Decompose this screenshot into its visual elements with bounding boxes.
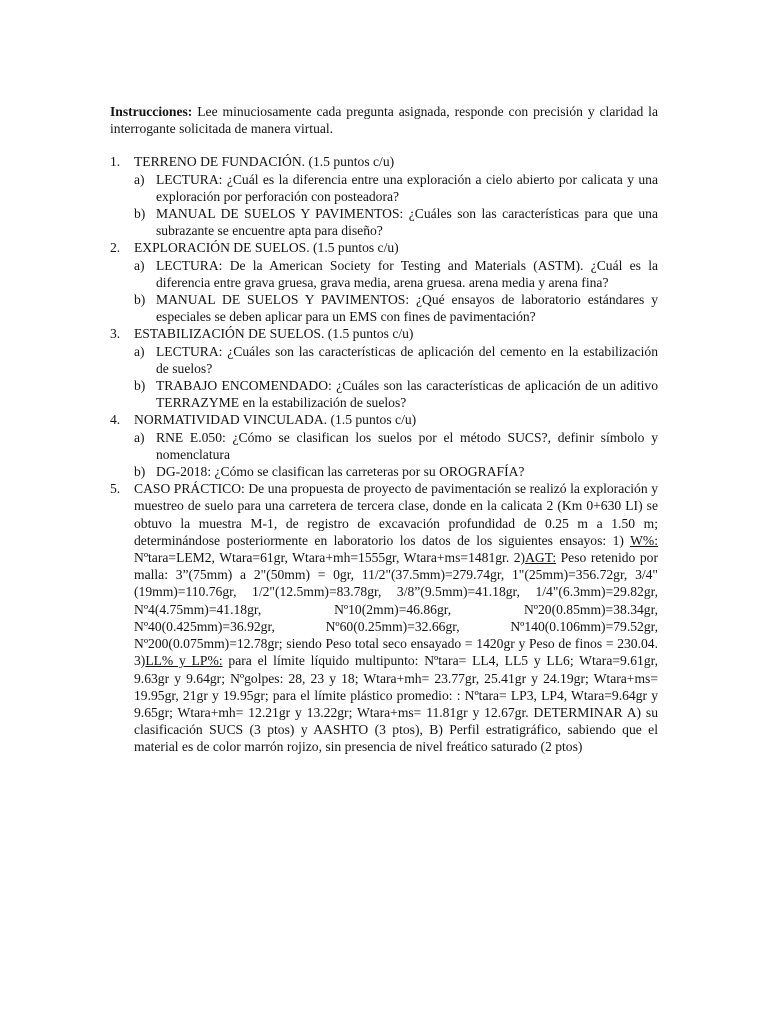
subquestion-text: MANUAL DE SUELOS Y PAVIMENTOS: ¿Cuáles son las características para que una subrazante se encuentre apta para diseño? bbox=[156, 206, 658, 239]
case-label-granulometry: AGT: bbox=[525, 550, 557, 566]
subquestion-2b bbox=[134, 291, 658, 325]
subquestion-letter: b) bbox=[134, 378, 146, 394]
section-3 bbox=[110, 325, 658, 411]
subquestion-list bbox=[134, 171, 658, 240]
section-number: 2. bbox=[110, 240, 121, 256]
section-4 bbox=[110, 411, 658, 480]
case-text-2: Nºtara=LEM2, Wtara=61gr, Wtara+mh=1555gr, Wtara+ms=1481gr. 2) bbox=[134, 550, 526, 566]
section-2 bbox=[110, 239, 658, 325]
case-text-1: CASO PRÁCTICO: De una propuesta de proyecto de pavimentación se realizó la exploración y muestreo de suelo para una carretera de tercera clase, donde en la calicata 2 (Km 0+630 LI) se obtuvo la muestra M-1, de registro de excavación profundidad de 0.25 m a 1.50 m; determinándose posteriormente en laboratorio los datos de los siguientes ensayos: 1) bbox=[134, 481, 658, 548]
section-title: TERRENO DE FUNDACIÓN. (1.5 puntos c/u) bbox=[134, 154, 395, 170]
case-label-moisture: W%: bbox=[630, 532, 658, 548]
section-title: ESTABILIZACIÓN DE SUELOS. (1.5 puntos c/u) bbox=[134, 326, 414, 342]
subquestion-2a bbox=[134, 257, 658, 291]
subquestion-letter: b) bbox=[134, 464, 146, 480]
subquestion-text: RNE E.050: ¿Cómo se clasifican los suelos por el método SUCS?, definir símbolo y nomenclatura bbox=[156, 429, 658, 462]
case-text-4: para el límite líquido multipunto: Nºtara= LL4, LL5 y LL6; Wtara=9.61gr, 9.63gr y 9.64gr; Nºgolpes: 28, 23 y 18; Wtara+mh= 23.77gr, 25.41gr y 24.19gr; Wtara+ms= 19.95gr, 21gr y 19.95gr; para el límite plástico promedio: : Nºtara= LP3, LP4, Wtara=9.64gr y 9.65gr; Wtara+mh= 12.21gr y 13.22gr; Wtara+ms= 11.81gr y 12.67gr. DETERMINAR A) su clasificación SUCS (3 ptos) y AASHTO (3 ptos), B) Perfil estratigráfico, sabiendo que el material es de color marrón rojizo, sin presencia de nivel freático saturado (2 ptos) bbox=[134, 653, 658, 755]
subquestion-letter: a) bbox=[134, 171, 145, 187]
subquestion-text: LECTURA: De la American Society for Testing and Materials (ASTM). ¿Cuál es la diferencia entre grava gruesa, grava media, arena gruesa. arena media y arena fina? bbox=[156, 257, 658, 290]
section-number: 4. bbox=[110, 412, 121, 428]
subquestion-letter: b) bbox=[134, 292, 146, 308]
section-number: 3. bbox=[110, 326, 121, 342]
subquestion-list bbox=[134, 257, 658, 326]
case-text-3: Peso retenido por malla: 3”(75mm) a 2"(50mm) = 0gr, 11/2"(37.5mm)=279.74gr, 1"(25mm)=356.72gr, 3/4"(19mm)=110.76gr, 1/2"(12.5mm)=83.78gr, 3/8”(9.5mm)=41.18gr, 1/4"(6.3mm)=29.82gr, Nº4(4.75mm)=41.18gr, Nº10(2mm)=46.86gr, Nº20(0.85mm)=38.34gr, Nº40(0.425mm)=36.92gr, Nº60(0.25mm)=32.66gr, Nº140(0.106mm)=79.52gr, Nº200(0.075mm)=12.78gr; siendo Peso total seco ensayado = 1420gr y Peso de finos = 230.04. 3) bbox=[134, 550, 658, 669]
subquestion-3b bbox=[134, 377, 658, 411]
subquestion-letter: a) bbox=[134, 429, 145, 445]
document-body bbox=[110, 103, 658, 756]
section-5-case-study bbox=[110, 480, 658, 755]
subquestion-text: TRABAJO ENCOMENDADO: ¿Cuáles son las características de aplicación de un aditivo TERRAZYME en la estabilización de suelos? bbox=[156, 378, 658, 411]
subquestion-1a bbox=[134, 171, 658, 205]
subquestion-4a bbox=[134, 429, 658, 463]
section-title: EXPLORACIÓN DE SUELOS. (1.5 puntos c/u) bbox=[134, 240, 399, 256]
subquestion-text: LECTURA: ¿Cuál es la diferencia entre una exploración a cielo abierto por calicata y una exploración por perforación con posteadora? bbox=[156, 171, 658, 204]
instructions-label: Instrucciones: bbox=[110, 104, 193, 119]
subquestion-list bbox=[134, 343, 658, 412]
subquestion-letter: a) bbox=[134, 343, 145, 359]
subquestion-letter: b) bbox=[134, 206, 146, 222]
case-label-limits: LL% y LP%: bbox=[145, 653, 223, 669]
section-number: 1. bbox=[110, 154, 121, 170]
subquestion-text: DG-2018: ¿Cómo se clasifican las carreteras por su OROGRAFÍA? bbox=[156, 464, 525, 480]
subquestion-text: LECTURA: ¿Cuáles son las características de aplicación del cemento en la estabilización de suelos? bbox=[156, 343, 658, 376]
subquestion-text: MANUAL DE SUELOS Y PAVIMENTOS: ¿Qué ensayos de laboratorio estándares y especiales se deben aplicar para un EMS con fines de pavimentación? bbox=[156, 292, 658, 325]
instructions-paragraph bbox=[110, 103, 658, 137]
subquestion-list bbox=[134, 429, 658, 481]
question-list bbox=[110, 153, 658, 755]
subquestion-4b bbox=[134, 463, 658, 480]
section-number: 5. bbox=[110, 481, 121, 497]
subquestion-3a bbox=[134, 343, 658, 377]
instructions-text: Lee minuciosamente cada pregunta asignada, responde con precisión y claridad la interrogante solicitada de manera virtual. bbox=[110, 104, 658, 137]
section-1 bbox=[110, 153, 658, 239]
subquestion-letter: a) bbox=[134, 257, 145, 273]
section-title: NORMATIVIDAD VINCULADA. (1.5 puntos c/u) bbox=[134, 412, 417, 428]
subquestion-1b bbox=[134, 205, 658, 239]
